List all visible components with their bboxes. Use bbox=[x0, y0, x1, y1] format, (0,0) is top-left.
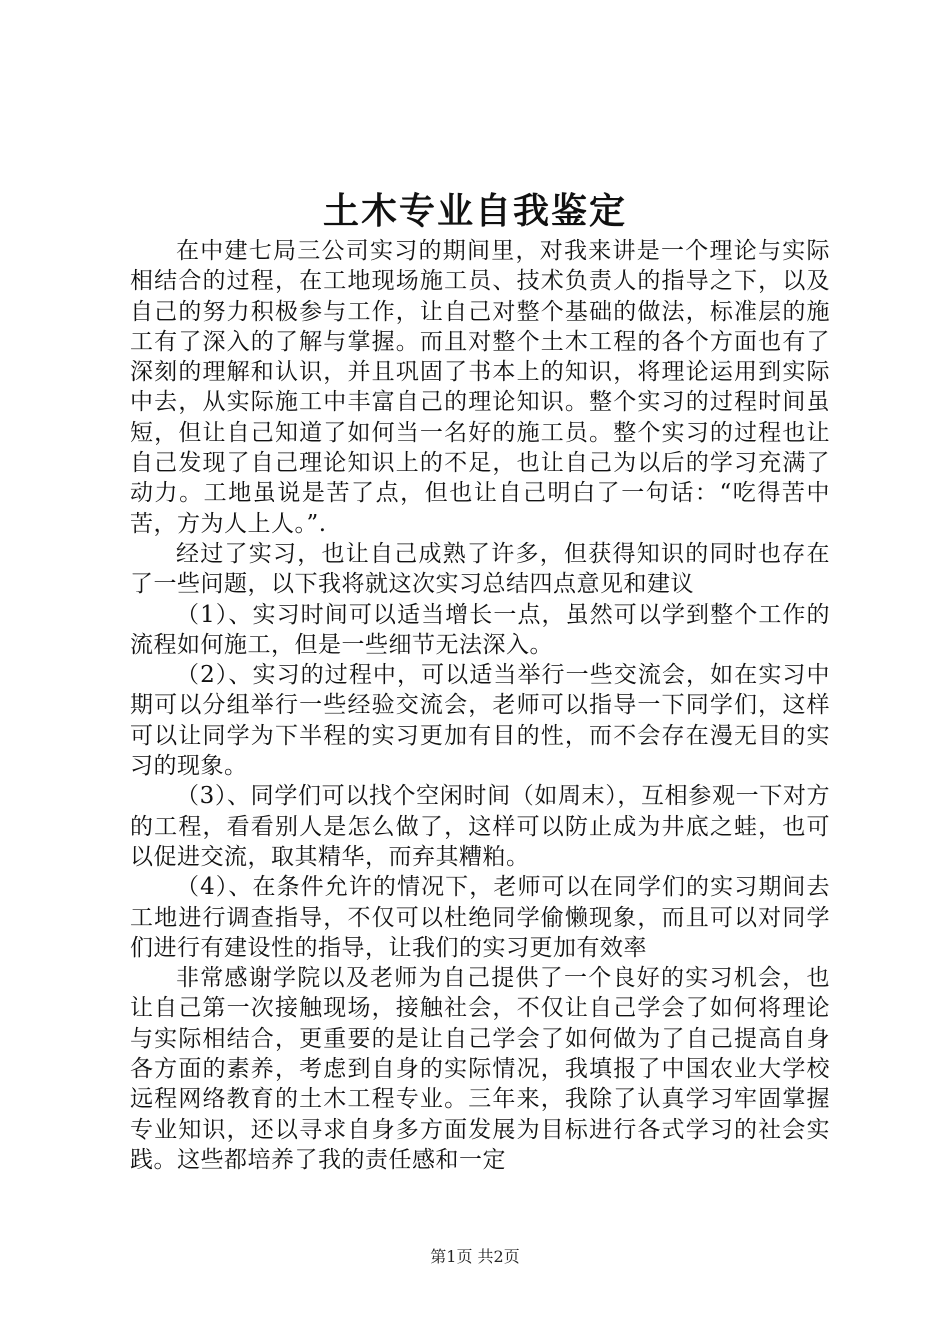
paragraph: （1）、实习时间可以适当增长一点，虽然可以学到整个工作的流程如何施工，但是一些细节无法深入。 bbox=[130, 601, 830, 658]
paragraph: （4）、在条件允许的情况下，老师可以在同学们的实习期间去工地进行调查指导，不仅可以杜绝同学偷懒现象，而且可以对同学们进行有建设性的指导，让我们的实习更加有效率 bbox=[130, 874, 830, 961]
paragraph: （2）、实习的过程中，可以适当举行一些交流会，如在实习中期可以分组举行一些经验交流会，老师可以指导一下同学们，这样可以让同学为下半程的实习更加有目的性，而不会存在漫无目的实习的现象。 bbox=[130, 662, 830, 780]
document-title: 土木专业自我鉴定 bbox=[322, 190, 627, 232]
paragraph: 非常感谢学院以及老师为自己提供了一个良好的实习机会，也让自己第一次接触现场，接触社会，不仅让自己学会了如何将理论与实际相结合，更重要的是让自己学会了如何做为了自己提高自身各方面的素养，考虑到自身的实际情况，我填报了中国农业大学校远程网络教育的土木工程专业。三年来，我除了认真学习牢固掌握专业知识，还以寻求自身多方面发展为目标进行各式学习的社会实践。这些都培养了我的责任感和一定 bbox=[130, 965, 830, 1173]
paragraph: 经过了实习，也让自己成熟了许多，但获得知识的同时也存在了一些问题，以下我将就这次实习总结四点意见和建议 bbox=[130, 540, 830, 598]
document-body bbox=[130, 236, 830, 1175]
paragraph: 在中建七局三公司实习的期间里，对我来讲是一个理论与实际相结合的过程，在工地现场施工员、技术负责人的指导之下，以及自己的努力积极参与工作，让自己对整个基础的做法，标准层的施工有了深入的了解与掌握。而且对整个土木工程的各个方面也有了深刻的理解和认识，并且巩固了书本上的知识，将理论运用到实际中去，从实际施工中丰富自己的理论知识。整个实习的过程时间虽短，但让自己知道了如何当一名好的施工员。整个实习的过程也让自己发现了自己理论知识上的不足，也让自己为以后的学习充满了动力。工地虽说是苦了点，但也让自己明白了一句话：“吃得苦中苦，方为人上人。”. bbox=[130, 238, 830, 537]
page-number-footer: 第1页 共2页 bbox=[430, 1247, 520, 1266]
paragraph: （3）、同学们可以找个空闲时间（如周末），互相参观一下对方的工程，看看别人是怎么做了，这样可以防止成为井底之蛙，也可以促进交流，取其精华，而弃其糟粕。 bbox=[130, 783, 830, 870]
